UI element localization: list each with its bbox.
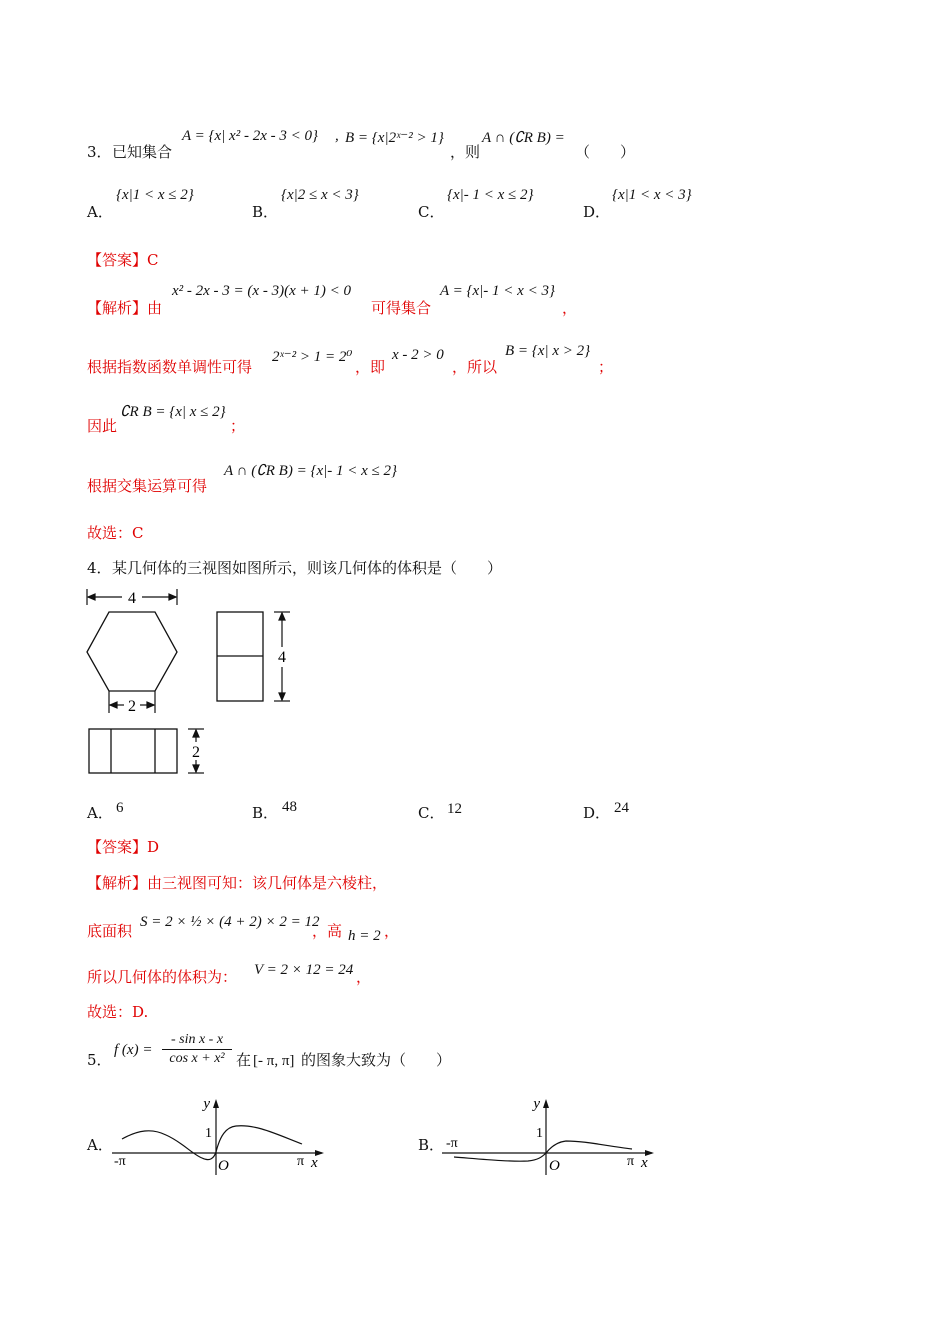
q3-a2-math2: x - 2 > 0 xyxy=(392,347,444,363)
dim-top-width: 4 xyxy=(128,590,136,607)
q5-numerator: - sin x - x xyxy=(162,1031,232,1050)
q3-a2-text3: ，所以 xyxy=(452,358,498,376)
q3-option-d-value: {x|1 < x < 3} xyxy=(612,187,692,203)
front-view xyxy=(217,612,263,701)
graph-a-origin: O xyxy=(218,1158,229,1174)
q3-option-d-label: D． xyxy=(583,203,611,221)
q3-option-b-value: {x|2 ≤ x < 3} xyxy=(281,187,359,203)
q4-analysis: 【解析】由三视图可知：该几何体是六棱柱， xyxy=(87,874,388,892)
q4-option-a-label: A． xyxy=(87,804,113,822)
q3-a2-math: 2ˣ⁻² > 1 = 2⁰ xyxy=(272,349,353,365)
q4-option-c-value: 12 xyxy=(447,801,462,817)
graph-a-pi: π xyxy=(297,1154,305,1169)
graph-a-y-label: y xyxy=(203,1096,210,1112)
q3-set-a: A = {x| x² - 2x - 3 < 0} xyxy=(182,128,318,144)
q5-text-in: 在 xyxy=(236,1051,252,1069)
dim-hex-side: 2 xyxy=(128,698,136,715)
hexagon-view xyxy=(87,612,177,691)
q4-b1-end: ， xyxy=(384,922,400,940)
q3-sep: , xyxy=(335,128,339,144)
q3-stem-prefix: 已知集合 xyxy=(112,143,173,161)
q3-then: ，则 xyxy=(450,143,481,161)
graph-b-y-arrow xyxy=(543,1099,549,1108)
q5-stem-end: 的图象大致为（ ） xyxy=(301,1051,452,1069)
q4-option-b-value: 48 xyxy=(282,799,297,815)
q4-option-d-value: 24 xyxy=(614,800,629,816)
q5-interval: [- π, π] xyxy=(253,1053,295,1069)
q5-graph-b-label: B． xyxy=(418,1136,445,1154)
q3-number: 3． xyxy=(87,143,112,161)
q5-graph-a-label: A． xyxy=(87,1136,113,1154)
q3-a2-text: 根据指数函数单调性可得 xyxy=(87,358,253,376)
q3-a1-math: x² - 2x - 3 = (x - 3)(x + 1) < 0 xyxy=(172,283,351,299)
q5-fraction xyxy=(162,1031,232,1068)
q3-a4-math: A ∩ (∁R B) = {x|- 1 < x ≤ 2} xyxy=(224,463,397,479)
graph-b-y-label: y xyxy=(533,1096,540,1112)
q3-expr: A ∩ (∁R B) = xyxy=(482,130,565,146)
graph-b xyxy=(440,1092,660,1176)
q5-denominator: cos x + x² xyxy=(169,1051,225,1066)
graph-b-pi: π xyxy=(627,1154,635,1169)
q3-a2-end: ； xyxy=(598,358,614,376)
q4-conclusion: 故选：D. xyxy=(87,1003,149,1021)
graph-b-x-label: x xyxy=(641,1155,648,1171)
q4-answer: 【答案】D xyxy=(87,838,160,856)
graph-a-curve xyxy=(122,1126,302,1160)
q3-conclusion: 故选：C xyxy=(87,524,144,542)
q4-b1-text2: ，高 xyxy=(312,922,343,940)
q3-paren: （ ） xyxy=(575,143,636,161)
q3-set-b: B = {x|2ˣ⁻² > 1} xyxy=(345,130,444,146)
graph-a xyxy=(110,1092,330,1176)
q4-b2-text: 所以几何体的体积为： xyxy=(87,968,238,986)
q3-answer: 【答案】C xyxy=(87,251,159,269)
q3-a3-math: ∁R B = {x| x ≤ 2} xyxy=(120,404,226,420)
q3-option-c-value: {x|- 1 < x ≤ 2} xyxy=(447,187,534,203)
q3-option-a-value: {x|1 < x ≤ 2} xyxy=(116,187,194,203)
dim-side-height: 2 xyxy=(192,744,200,761)
q4-b1-math2: h = 2 xyxy=(348,928,381,944)
graph-b-curve xyxy=(454,1141,632,1161)
q3-option-b-label: B． xyxy=(252,203,279,221)
q3-a1-end: ， xyxy=(562,299,578,317)
q4-b1-text: 底面积 xyxy=(87,922,133,940)
graph-a-y-arrow xyxy=(213,1099,219,1108)
graph-b-one: 1 xyxy=(536,1126,543,1141)
q3-analysis-tag: 【解析】由 xyxy=(87,299,163,317)
graph-b-neg-pi: -π xyxy=(446,1136,458,1151)
graph-b-origin: O xyxy=(549,1158,560,1174)
dim-front-height: 4 xyxy=(278,649,286,666)
q3-a2-math3: B = {x| x > 2} xyxy=(505,343,591,359)
q3-a3-text: 因此 xyxy=(87,417,118,435)
q3-a1-math2: A = {x|- 1 < x < 3} xyxy=(440,283,555,299)
q4-option-b-label: B． xyxy=(252,804,279,822)
q4-option-d-label: D． xyxy=(583,804,611,822)
q3-a3-end: ； xyxy=(230,417,246,435)
q4-b2-end: ， xyxy=(356,968,372,986)
q3-a4-text: 根据交集运算可得 xyxy=(87,477,208,495)
q4-b1-math: S = 2 × ½ × (4 + 2) × 2 = 12 xyxy=(140,914,320,930)
q3-a2-text2: ，即 xyxy=(355,358,386,376)
q3-a1-text: 可得集合 xyxy=(371,299,432,317)
q4-stem: 某几何体的三视图如图所示，则该几何体的体积是（ ） xyxy=(112,559,503,577)
q3-option-a-label: A． xyxy=(87,203,113,221)
three-view-figure xyxy=(80,585,310,780)
q4-option-a-value: 6 xyxy=(116,800,124,816)
q5-func-lhs: f (x) = xyxy=(114,1042,153,1058)
q4-option-c-label: C． xyxy=(418,804,445,822)
q4-b2-math: V = 2 × 12 = 24 xyxy=(254,962,354,978)
q5-number: 5． xyxy=(87,1051,112,1069)
q4-number: 4． xyxy=(87,559,112,577)
side-view xyxy=(89,729,177,773)
q3-option-c-label: C． xyxy=(418,203,445,221)
graph-a-neg-pi: -π xyxy=(114,1154,126,1169)
graph-a-one: 1 xyxy=(205,1126,212,1141)
graph-a-x-label: x xyxy=(311,1155,318,1171)
